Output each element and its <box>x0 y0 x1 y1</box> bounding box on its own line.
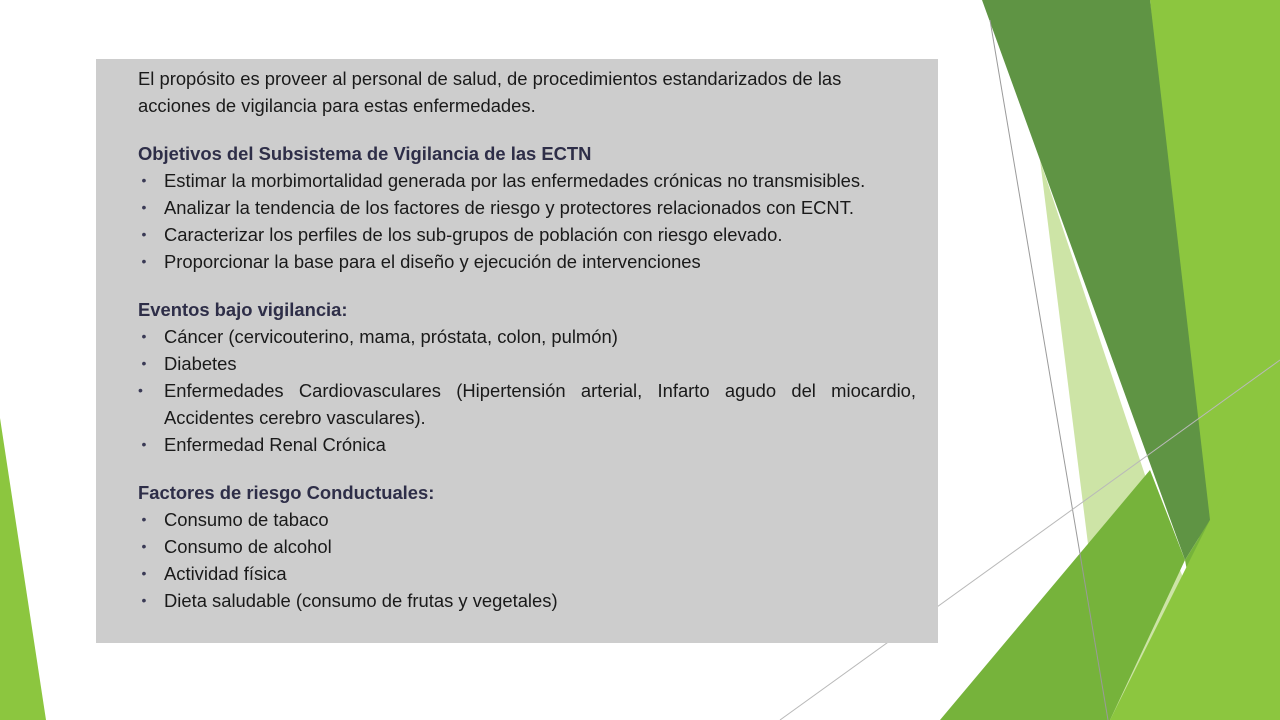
bullet-icon: • <box>138 382 143 398</box>
bullet-icon: • <box>141 253 147 269</box>
bullet-icon: • <box>141 172 147 188</box>
bullet-icon: • <box>141 355 147 371</box>
list-item: • Enfermedad Renal Crónica <box>138 431 916 458</box>
list-item: • Dieta saludable (consumo de frutas y vegetales) <box>138 587 916 614</box>
list-item: • Diabetes <box>138 350 916 377</box>
list-item: • Enfermedades Cardiovasculares (Hipertensión arterial, Infarto agudo del miocardio, Accidentes cerebro vasculares). <box>138 377 916 431</box>
bullet-icon: • <box>141 592 147 608</box>
section-title: Factores de riesgo Conductuales: <box>138 482 435 503</box>
list-item: • Estimar la morbimortalidad generada por las enfermedades crónicas no transmisibles. <box>138 167 916 194</box>
bullet-icon: • <box>141 565 147 581</box>
section-eventos <box>138 296 916 458</box>
list-item: • Consumo de alcohol <box>138 533 916 560</box>
list-item: • Consumo de tabaco <box>138 506 916 533</box>
bullet-icon: • <box>141 226 147 242</box>
list-item: • Actividad física <box>138 560 916 587</box>
bullet-icon: • <box>141 436 147 452</box>
bullet-list <box>138 167 916 275</box>
list-item: • Cáncer (cervicouterino, mama, próstata, colon, pulmón) <box>138 323 916 350</box>
list-item: • Proporcionar la base para el diseño y ejecución de intervenciones <box>138 248 916 275</box>
bullet-icon: • <box>141 199 147 215</box>
section-title: Objetivos del Subsistema de Vigilancia de las ECTN <box>138 143 592 164</box>
intro-paragraph: El propósito es proveer al personal de salud, de procedimientos estandarizados de las acciones de vigilancia para estas enfermedades. <box>138 68 842 116</box>
section-objetivos <box>138 140 916 275</box>
bullet-list <box>138 323 916 458</box>
list-item: • Caracterizar los perfiles de los sub-grupos de población con riesgo elevado. <box>138 221 916 248</box>
document-image-panel <box>96 59 938 643</box>
list-item: • Analizar la tendencia de los factores de riesgo y protectores relacionados con ECNT. <box>138 194 916 221</box>
bullet-icon: • <box>141 328 147 344</box>
section-factores <box>138 479 916 614</box>
left-green-wedge <box>0 418 46 720</box>
bullet-icon: • <box>141 511 147 527</box>
bullet-list <box>138 506 916 614</box>
section-title: Eventos bajo vigilancia: <box>138 299 348 320</box>
bullet-icon: • <box>141 538 147 554</box>
